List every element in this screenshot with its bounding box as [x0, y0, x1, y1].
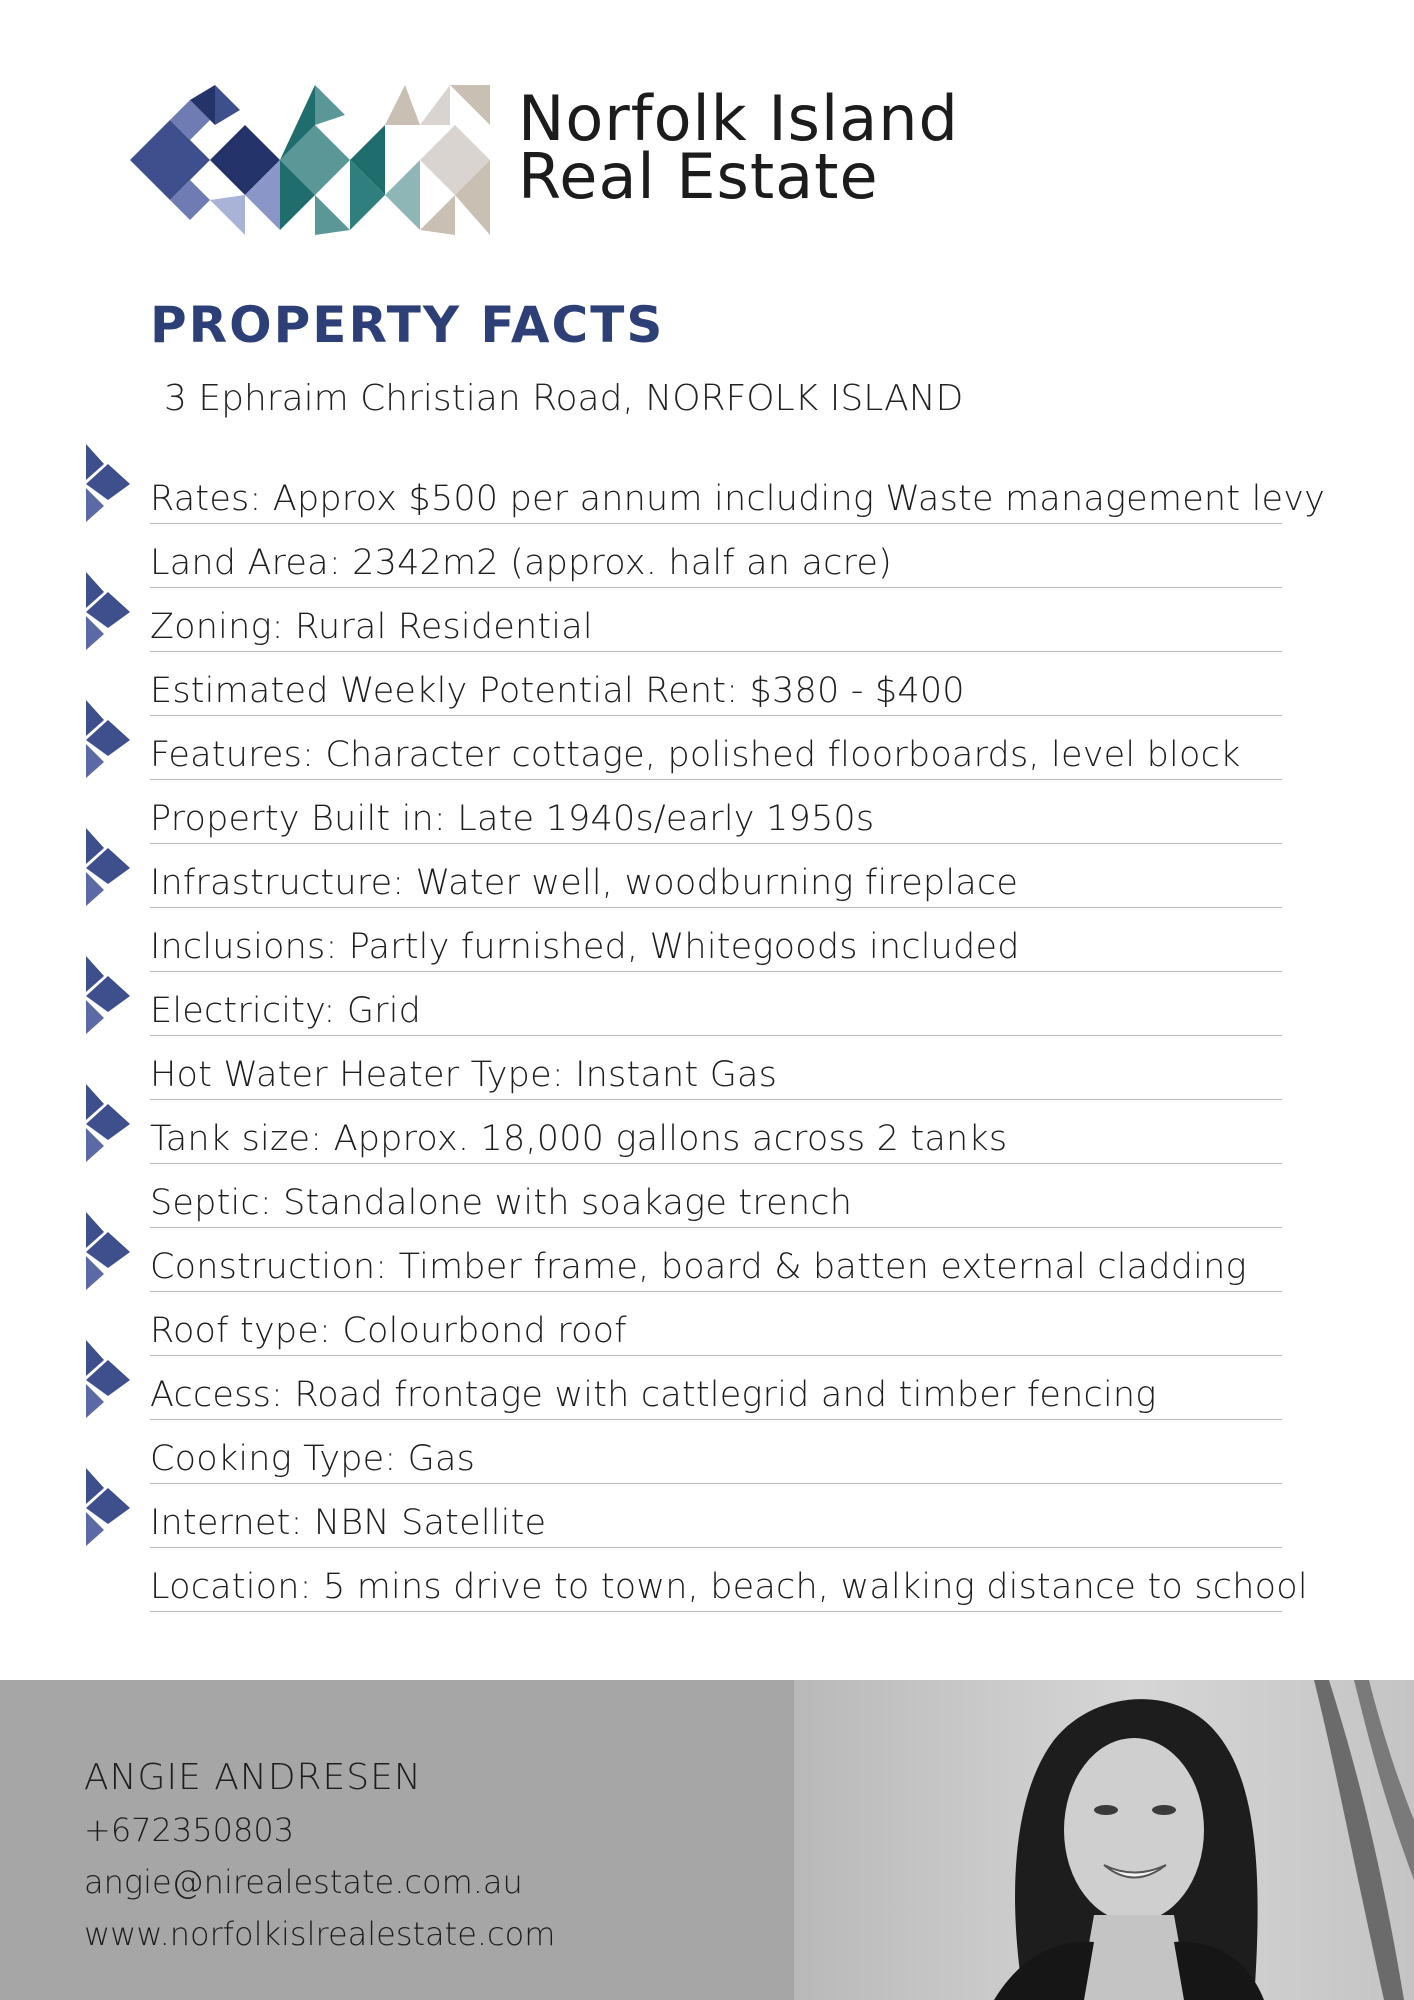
fact-infrastructure: Infrastructure: Water well, woodburning fireplace: [150, 844, 1282, 908]
fact-location: Location: 5 mins drive to town, beach, walking distance to school: [150, 1548, 1282, 1612]
fact-tank-size: Tank size: Approx. 18,000 gallons across 2 tanks: [150, 1100, 1282, 1164]
fact-internet: Internet: NBN Satellite: [150, 1484, 1282, 1548]
agent-contact: [84, 1752, 555, 1960]
arrow-marker-icon: [80, 444, 136, 524]
page-title: PROPERTY FACTS: [150, 296, 665, 354]
property-address: 3 Ephraim Christian Road, NORFOLK ISLAND: [164, 378, 964, 419]
fact-electricity: Electricity: Grid: [150, 972, 1282, 1036]
fact-inclusions: Inclusions: Partly furnished, Whitegoods included: [150, 908, 1282, 972]
arrow-marker-icon: [80, 956, 136, 1036]
arrow-marker-icon: [80, 700, 136, 780]
agent-portrait-icon: [794, 1680, 1414, 2000]
arrow-marker-icon: [80, 1212, 136, 1292]
agent-phone[interactable]: +672350803: [84, 1811, 295, 1849]
arrow-marker-icon: [80, 1340, 136, 1420]
fact-roof: Roof type: Colourbond roof: [150, 1292, 1282, 1356]
arrow-marker-icon: [80, 572, 136, 652]
agent-name: ANGIE ANDRESEN: [84, 1757, 422, 1798]
fact-hot-water: Hot Water Heater Type: Instant Gas: [150, 1036, 1282, 1100]
arrow-marker-icon: [80, 1468, 136, 1548]
fact-built: Property Built in: Late 1940s/early 1950s: [150, 780, 1282, 844]
brand-line-2: Real Estate: [518, 140, 879, 213]
agent-photo: [794, 1680, 1414, 2000]
fact-rent: Estimated Weekly Potential Rent: $380 - $400: [150, 652, 1282, 716]
fact-rates: Rates: Approx $500 per annum including Waste management levy: [150, 460, 1282, 524]
fact-zoning: Zoning: Rural Residential: [150, 588, 1282, 652]
agent-email[interactable]: angie@nirealestate.com.au: [84, 1863, 523, 1901]
fact-land-area: Land Area: 2342m2 (approx. half an acre): [150, 524, 1282, 588]
arrow-marker-icon: [80, 1084, 136, 1164]
agency-website[interactable]: www.norfolkislrealestate.com: [84, 1915, 556, 1953]
brand-logo: [130, 80, 1010, 240]
fact-markers: [80, 444, 140, 1594]
fact-access: Access: Road frontage with cattlegrid and timber fencing: [150, 1356, 1282, 1420]
diamond-mosaic-icon: [130, 80, 500, 240]
fact-septic: Septic: Standalone with soakage trench: [150, 1164, 1282, 1228]
facts-list: [150, 460, 1326, 1612]
brand-line-1: Norfolk Island: [518, 82, 959, 155]
fact-construction: Construction: Timber frame, board & batten external cladding: [150, 1228, 1282, 1292]
fact-cooking: Cooking Type: Gas: [150, 1420, 1282, 1484]
brand-name: [518, 82, 959, 213]
arrow-marker-icon: [80, 828, 136, 908]
fact-features: Features: Character cottage, polished floorboards, level block: [150, 716, 1282, 780]
